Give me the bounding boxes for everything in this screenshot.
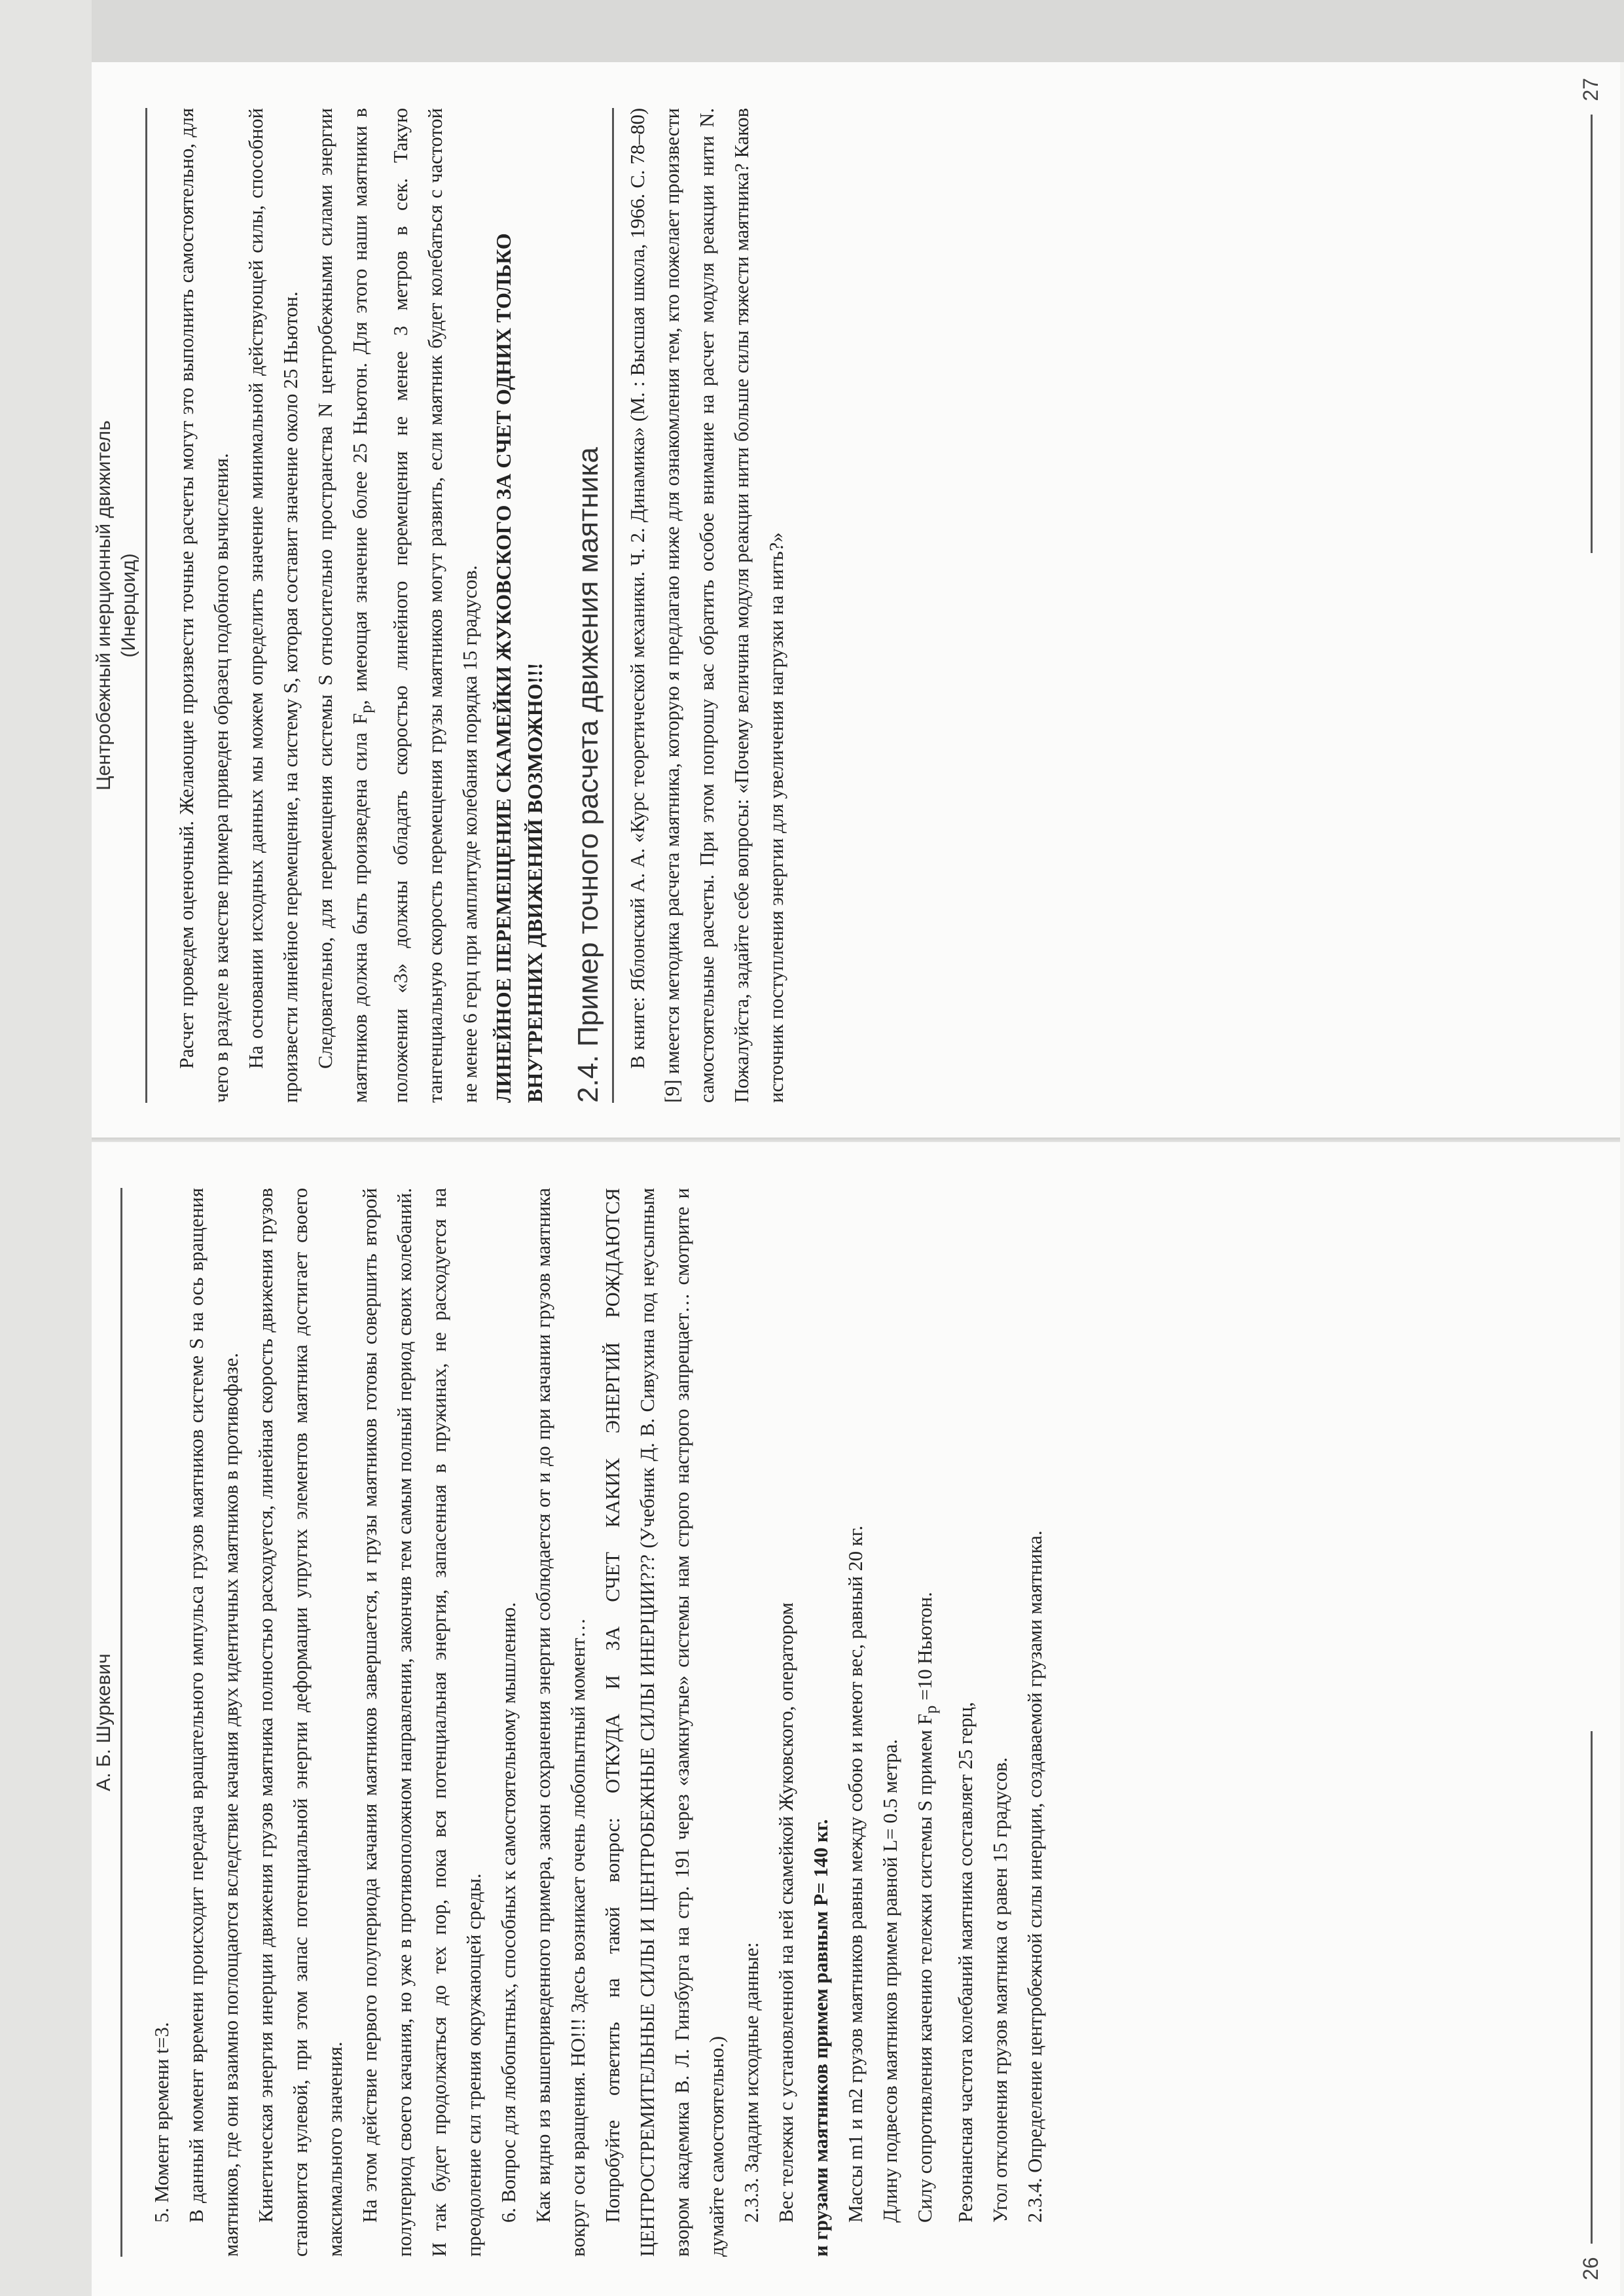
running-head-line-1: Центробежный инерционный движитель: [93, 420, 115, 791]
text-span: Силу сопротивления качению тележки системы S примем F: [914, 1713, 936, 2223]
text-span: , имеющая значение более 25 Ньютон. Для этого наши маятники в положении «3» должны обладать скоростью линейного перемещения не менее 3 метров в сек. Такую тангенциальную скорость перемещения грузы маятников могут развить, если маятник будет колебаться с частотой не менее 6 герц при амплитуде колебания порядка 15 градусов.: [349, 108, 482, 1103]
page-number: 26: [1579, 2257, 1602, 2280]
bold-statement: ЛИНЕЙНОЕ ПЕРЕМЕЩЕНИЕ СКАМЕЙКИ ЖУКОВСКОГО ЗА СЧЕТ ОДНИХ ТОЛЬКО ВНУТРЕННИХ ДВИЖЕНИЙ ВОЗМОЖНО!!!: [492, 233, 547, 1103]
footer-rule: [1591, 1731, 1593, 2244]
section-title: 2.4. Пример точного расчета движения маятника: [572, 447, 605, 1103]
page-number: 27: [1579, 78, 1602, 101]
section-rule: [612, 108, 614, 1103]
paragraph: В данный момент времени происходит передача вращательного импульса грузов маятников системе S на ось вращения маятников, где они взаимно поглощаются вследствие качания двух идентичных маятников в противофазе.: [185, 1188, 242, 2257]
text-span: =10 Ньютон.: [914, 1592, 936, 1706]
paragraph: Массы m1 и m2 грузов маятников равны между собою и имеют вес, равный 20 кг.: [844, 1525, 867, 2223]
subscript: р: [357, 705, 376, 713]
paragraph: На основании исходных данных мы можем определить значение минимальной действующей силы, способной произвести линейное перемещение, на систему S, которая составит значение около 25 Ньютон.: [245, 108, 302, 1103]
page-27-content: [92, 62, 1620, 1142]
page-27: [92, 62, 1620, 1142]
bold-line: и грузами маятников примем равным Р= 140 кг.: [810, 1819, 832, 2257]
running-head-line-2: (Инерцоид): [118, 553, 139, 658]
paragraph: Кинетическая энергия инерции движения грузов маятника полностью расходуется, линейная скорость движения грузов становится нулевой, при этом запас потенциальной энергии деформации упругих элементов маятника достигает своего максимального значения.: [255, 1188, 346, 2257]
paragraph: [908, 1188, 948, 2257]
paragraph: Как видно из вышеприведенного примера, закон сохранения энергии соблюдается от и до при качании грузов маятника вокруг оси вращения. НО!!! Здесь возникает очень любопытный момент…: [532, 1188, 589, 2257]
paragraph: [308, 108, 488, 1103]
paragraph: Вес тележки с установленной на ней скамейкой Жуковского, оператором: [775, 1602, 797, 2223]
paragraph: 5. Момент времени t=3.: [151, 2022, 173, 2223]
page-26-content: [92, 1142, 1620, 2296]
header-rule: [145, 108, 147, 1103]
paragraph: Угол отклонения грузов маятника α равен 15 градусов.: [989, 1757, 1012, 2223]
subscript: р: [922, 1705, 941, 1714]
text-span: Следовательно, для перемещения системы S относительно пространства N центробежными силами энергии маятников должна быть произведена сила F: [314, 108, 371, 1103]
paragraph: 2.3.4. Определение центробежной силы инерции, создаваемой грузами маятника.: [1024, 1530, 1047, 2223]
paragraph: Длину подвесов маятников примем равной L= 0.5 метра.: [879, 1739, 901, 2223]
scan-border-top: [0, 0, 1624, 62]
header-rule: [120, 1188, 122, 2257]
footer-rule: [1591, 115, 1593, 553]
paragraph: Расчет проведем оценочный. Желающие произвести точные расчеты могут это выполнить самостоятельно, для чего в разделе в качестве примера приведен образец подобного вычисления.: [175, 108, 232, 1103]
running-head-left: А. Б. Шуркевич: [93, 1653, 115, 1791]
paragraph: Попробуйте ответить на такой вопрос: ОТКУДА И ЗА СЧЕТ КАКИХ ЭНЕРГИЙ РОЖДАЮТСЯ ЦЕНТРОСТРЕМИТЕЛЬНЫЕ СИЛЫ И ЦЕНТРОБЕЖНЫЕ СИЛЫ ИНЕРЦИИ??? (Учебник Д. В. Сивухина под неусыпным взором академика В. Л. Гинзбурга на стр. 191 через «замкнутые» системы нам строго настрого запрещает… смотрите и думайте самостоятельно.): [602, 1188, 728, 2257]
paragraph: На этом действие первого полупериода качания маятников завершается, и грузы маятников готовы совершить второй полупериод своего качания, но уже в противоположном направлении, закончив тем самым полный период своих колебаний. И так будет продолжаться до тех пор, пока вся потенциальная энергия, запасенная в пружинах, не расходуется на преодоление сил трения окружающей среды.: [359, 1188, 485, 2257]
paragraph: 2.3.3. Зададим исходные данные:: [740, 1942, 763, 2223]
paragraph: Резонансная частота колебаний маятника составляет 25 герц,: [954, 1702, 977, 2223]
scan-border-left: [0, 0, 92, 2296]
page-27-body: [170, 108, 794, 1103]
paragraph: В книге: Яблонский А. А. «Курс теоретической механики. Ч. 2. Динамика» (М. : Высшая школа, 1966. С. 78–80) [9] имеется методика расчета маятника, которую я предлагаю ниже для ознакомления тем, кто пожелает произвести самостоятельные расчеты. При этом попрошу вас обратить особое внимание на расчет модуля реакции нити N. Пожалуйста, задайте себе вопросы: «Почему величина модуля реакции нити больше силы тяжести маятника? Каков источник поступления энергии для увеличения нагрузки на нить?»: [626, 108, 788, 1103]
page-26: [92, 1142, 1620, 2296]
page-26-body: [145, 1188, 1053, 2257]
running-head-right: [92, 108, 141, 1103]
paragraph: 6. Вопрос для любопытных, способных к самостоятельному мышлению.: [497, 1602, 520, 2223]
